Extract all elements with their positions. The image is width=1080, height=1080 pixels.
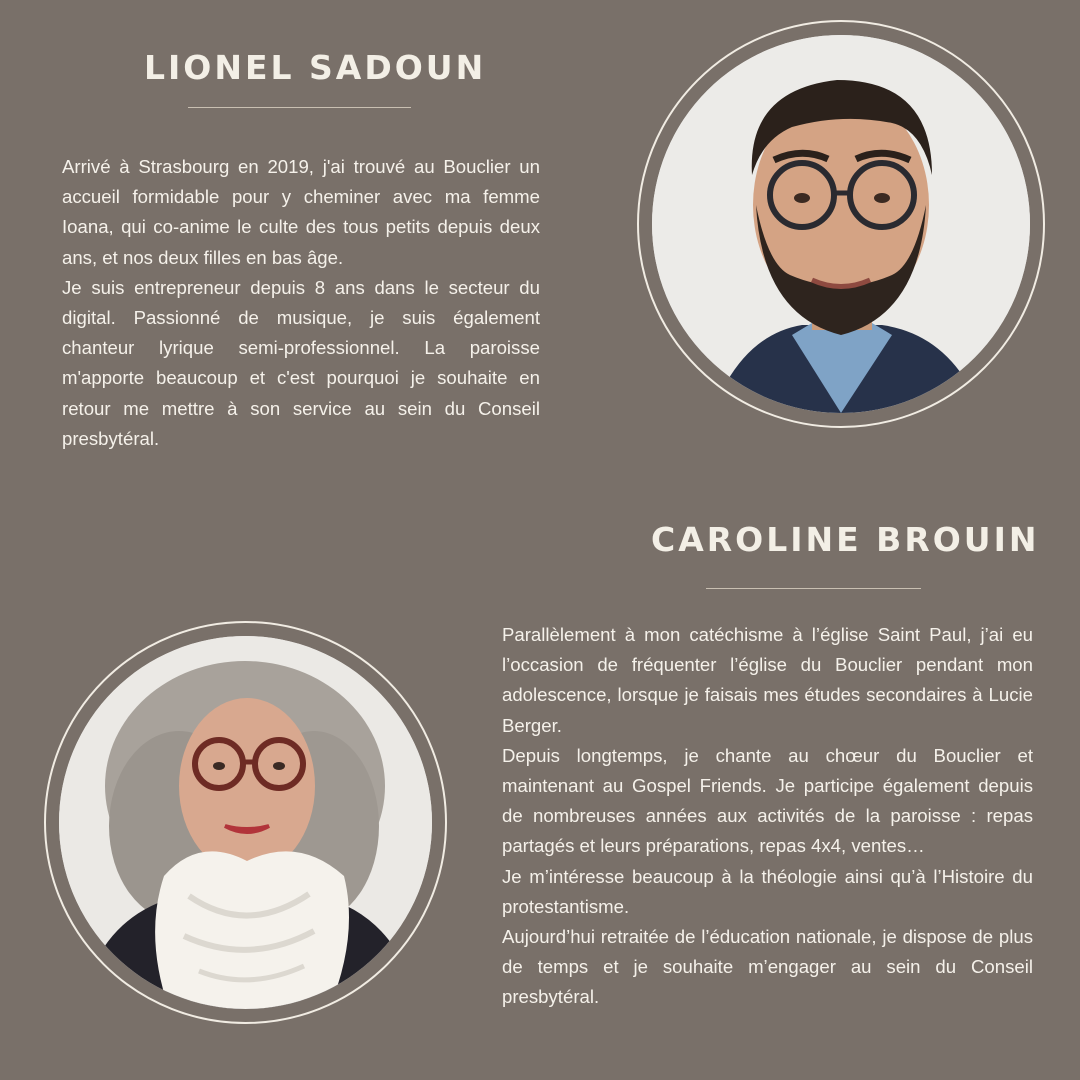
portrait-photo-lionel [652, 35, 1030, 413]
bio-paragraph: Depuis longtemps, je chante au chœur du Bouclier et maintenant au Gospel Friends. Je participe également depuis de nombreuses années aux activités de la paroisse : repas partagés et leurs préparations, repas 4x4, ventes… [502, 744, 1033, 857]
divider-line [188, 107, 411, 108]
bio-paragraph: Je m’intéresse beaucoup à la théologie ainsi qu’à l’Histoire du protestantisme. [502, 865, 1033, 917]
bio-paragraph: Je suis entrepreneur depuis 8 ans dans le secteur du digital. Passionné de musique, je suis également chanteur lyrique semi-professionnel. La paroisse m'apporte beaucoup et c'est pourquoi je souhaite en retour me mettre à son service au sein du Conseil presbytéral. [62, 276, 540, 449]
person-name-caroline: CAROLINE BROUIN [651, 520, 1040, 559]
bio-paragraph: Parallèlement à mon catéchisme à l’église Saint Paul, j’ai eu l’occasion de fréquenter l’église du Bouclier pendant mon adolescence, lorsque je faisais mes études secondaires à Lucie Berger. [502, 624, 1033, 736]
portrait-photo-caroline [59, 636, 432, 1009]
bio-lionel [62, 152, 540, 454]
divider-line [706, 588, 921, 589]
bio-caroline [502, 620, 1033, 1013]
person-name-lionel: LIONEL SADOUN [144, 48, 487, 87]
bio-paragraph: Aujourd’hui retraitée de l’éducation nationale, je dispose de plus de temps et je souhaite m’engager au sein du Conseil presbytéral. [502, 926, 1033, 1008]
bio-paragraph: Arrivé à Strasbourg en 2019, j'ai trouvé au Bouclier un accueil formidable pour y cheminer avec ma femme Ioana, qui co-anime le culte des tous petits depuis deux ans, et nos deux filles en bas âge. [62, 156, 540, 268]
